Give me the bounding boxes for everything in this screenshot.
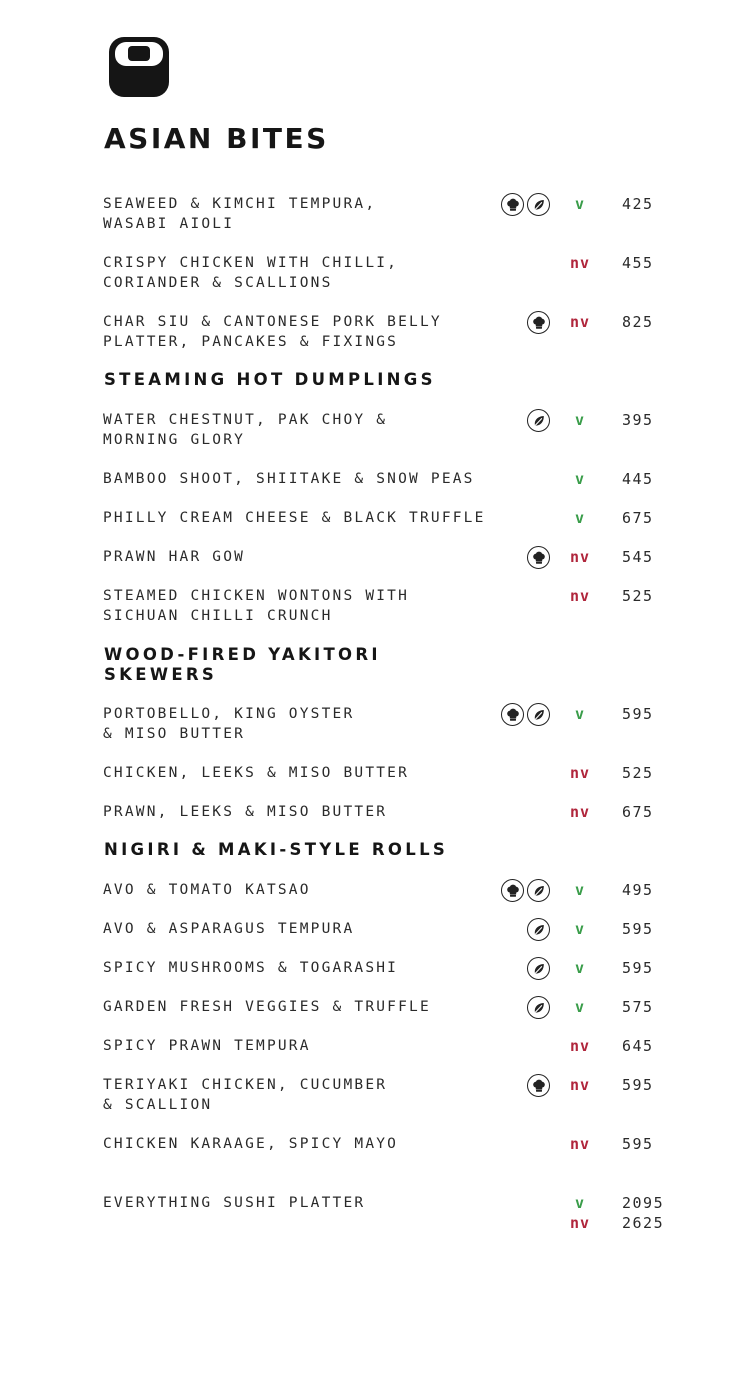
diet-tags [562,880,598,900]
page-title: ASIAN BITES [104,122,329,155]
item-price: 675 [622,509,654,527]
item-price: 495 [622,881,654,899]
item-prices [622,469,654,489]
item-name: TERIYAKI CHICKEN, CUCUMBER & SCALLION [103,1077,388,1113]
nonveg-tag: nv [569,1076,591,1094]
nonveg-tag: nv [569,803,591,821]
item-name: GARDEN FRESH VEGGIES & TRUFFLE [103,999,431,1015]
item-name: PHILLY CREAM CHEESE & BLACK TRUFFLE [103,510,486,526]
diet-tags [562,312,598,332]
item-price: 525 [622,587,654,605]
chef-icon [527,1074,550,1097]
veg-tag: v [574,998,586,1016]
item-name: BAMBOO SHOOT, SHIITAKE & SNOW PEAS [103,471,475,487]
menu-item [0,547,750,591]
item-icons [527,996,550,1019]
veg-tag: v [574,705,586,723]
menu-item [0,763,750,807]
item-price: 445 [622,470,654,488]
item-prices [622,802,654,822]
item-name: CHAR SIU & CANTONESE PORK BELLY PLATTER, PANCAKES & FIXINGS [103,314,442,350]
menu-item [0,704,750,748]
nonveg-tag: nv [569,587,591,605]
veg-tag: v [574,920,586,938]
leaf-icon [527,193,550,216]
section-title: NIGIRI & MAKI-STYLE ROLLS [104,840,449,859]
chef-icon [527,546,550,569]
diet-tags [562,1134,598,1154]
item-icons [527,311,550,334]
item-name: PRAWN HAR GOW [103,549,246,565]
item-prices [622,547,654,567]
item-icons [527,546,550,569]
item-name: PRAWN, LEEKS & MISO BUTTER [103,804,388,820]
item-prices [622,763,654,783]
nonveg-tag: nv [569,1037,591,1055]
item-icons [527,918,550,941]
diet-tags [562,802,598,822]
item-name: SPICY PRAWN TEMPURA [103,1038,311,1054]
item-name: SPICY MUSHROOMS & TOGARASHI [103,960,399,976]
item-price: 595 [622,705,654,723]
item-icons [527,957,550,980]
item-price: 395 [622,411,654,429]
item-name: STEAMED CHICKEN WONTONS WITH SICHUAN CHILLI CRUNCH [103,588,410,624]
item-price: 2095 [622,1194,665,1212]
item-prices [622,958,654,978]
nonveg-tag: nv [569,764,591,782]
veg-tag: v [574,1194,586,1212]
leaf-icon [527,918,550,941]
item-price: 645 [622,1037,654,1055]
item-prices [622,1075,654,1095]
veg-tag: v [574,411,586,429]
item-icons [527,409,550,432]
chef-icon [501,193,524,216]
item-name: CHICKEN KARAAGE, SPICY MAYO [103,1136,399,1152]
menu-item [0,253,750,297]
nonveg-tag: nv [569,1135,591,1153]
item-price: 595 [622,959,654,977]
item-price: 595 [622,1135,654,1153]
veg-tag: v [574,959,586,977]
leaf-icon [527,879,550,902]
item-prices [622,312,654,332]
chef-icon [527,311,550,334]
item-name: SEAWEED & KIMCHI TEMPURA, WASABI AIOLI [103,196,377,232]
item-price: 675 [622,803,654,821]
diet-tags [562,586,598,606]
item-prices [622,410,654,430]
menu-item [0,312,750,356]
menu-item [0,194,750,238]
item-price: 575 [622,998,654,1016]
menu-item [0,1075,750,1119]
item-icons [501,703,550,726]
item-price: 2625 [622,1214,665,1232]
item-price: 425 [622,195,654,213]
leaf-icon [527,703,550,726]
menu-item [0,1036,750,1080]
veg-tag: v [574,470,586,488]
nonveg-tag: nv [569,548,591,566]
diet-tags [562,469,598,489]
menu-item [0,410,750,454]
section-title: WOOD-FIRED YAKITORI SKEWERS [104,645,381,684]
item-price: 595 [622,920,654,938]
diet-tags [562,958,598,978]
item-name: CRISPY CHICKEN WITH CHILLI, CORIANDER & SCALLIONS [103,255,399,291]
nonveg-tag: nv [569,254,591,272]
diet-tags [562,1036,598,1056]
sushi-roll-icon [108,36,170,98]
item-prices [622,880,654,900]
item-icons [527,1074,550,1097]
item-prices [622,919,654,939]
item-prices [622,586,654,606]
menu-item [0,997,750,1041]
item-prices [622,704,654,724]
leaf-icon [527,996,550,1019]
menu-item [0,1134,750,1178]
item-prices [622,508,654,528]
chef-icon [501,703,524,726]
diet-tags [562,997,598,1017]
diet-tags [562,194,598,214]
menu-item [0,508,750,552]
item-prices [622,1134,654,1154]
leaf-icon [527,957,550,980]
menu-item [0,1193,750,1237]
veg-tag: v [574,509,586,527]
veg-tag: v [574,881,586,899]
item-name: WATER CHESTNUT, PAK CHOY & MORNING GLORY [103,412,388,448]
diet-tags [562,1193,598,1233]
nonveg-tag: nv [569,1214,591,1232]
diet-tags [562,253,598,273]
item-prices [622,194,654,214]
item-name: CHICKEN, LEEKS & MISO BUTTER [103,765,410,781]
diet-tags [562,763,598,783]
menu-item [0,958,750,1002]
menu-item [0,880,750,924]
section-title: STEAMING HOT DUMPLINGS [104,370,436,389]
nonveg-tag: nv [569,313,591,331]
diet-tags [562,410,598,430]
item-name: PORTOBELLO, KING OYSTER & MISO BUTTER [103,706,355,742]
menu-item [0,919,750,963]
item-name: EVERYTHING SUSHI PLATTER [103,1195,366,1211]
item-icons [501,193,550,216]
item-name: AVO & ASPARAGUS TEMPURA [103,921,355,937]
item-prices [622,1036,654,1056]
item-prices [622,253,654,273]
item-price: 455 [622,254,654,272]
diet-tags [562,508,598,528]
item-prices [622,1193,664,1233]
leaf-icon [527,409,550,432]
diet-tags [562,919,598,939]
item-name: AVO & TOMATO KATSAO [103,882,311,898]
diet-tags [562,1075,598,1095]
diet-tags [562,704,598,724]
menu-item [0,586,750,630]
item-price: 545 [622,548,654,566]
item-icons [501,879,550,902]
item-price: 595 [622,1076,654,1094]
item-price: 525 [622,764,654,782]
item-prices [622,997,654,1017]
veg-tag: v [574,195,586,213]
menu-item [0,469,750,513]
diet-tags [562,547,598,567]
item-price: 825 [622,313,654,331]
chef-icon [501,879,524,902]
